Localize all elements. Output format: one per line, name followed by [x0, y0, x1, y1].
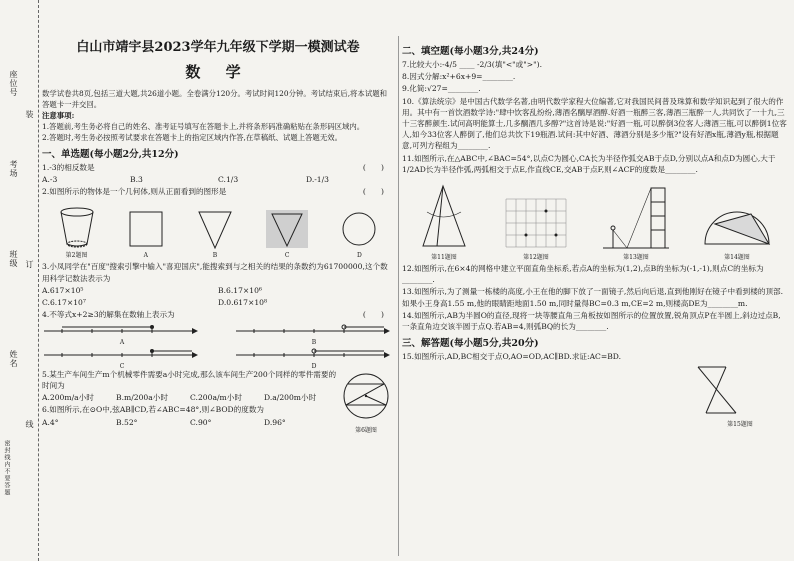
question-11: 11.如图所示,在△ABC中,∠BAC=54°,以点C为圆心,CA长为半径作弧交AB于点D,分别以点A和点D为圆心,大于1/2AD长为半径作弧,两弧相交于点E,作直线CE,交AB于点F,则∠ACF的度数是________.: [402, 153, 776, 174]
q12-figure-caption: 第12题图: [523, 254, 549, 262]
q3-option-a: A.617×10⁵: [42, 285, 84, 295]
room-label: 考场: [9, 160, 18, 178]
q1-option-a: A.-3: [42, 175, 58, 185]
q4-number-lines-row1: [42, 321, 394, 345]
q6-options: [42, 417, 338, 429]
q5-option-b: B.m/200a小时: [116, 393, 168, 403]
binding-strip: [0, 0, 39, 561]
binding-warning: 密封线内不要答题: [3, 440, 10, 496]
section-1-heading: 一、单选题(每小题2分,共12分): [42, 149, 179, 160]
q4-option-c-line: C: [42, 345, 202, 369]
q5-q6-text: [42, 369, 338, 434]
question-2: 2.如图所示的物体是一个几何体,则从正面看到的图形是 ( ): [42, 187, 384, 197]
question-8: 8.因式分解:x²+6x+9=________.: [402, 72, 516, 82]
notice-heading: 注意事项:: [42, 111, 75, 120]
q6-option-c: C.90°: [190, 417, 212, 427]
question-15: 15.如图所示,AD,BC相交于点O,AO=OD,AC∥BD.求证:AC=BD.: [402, 352, 622, 362]
q11-figure: [417, 182, 471, 261]
seat-label: 座位号: [9, 70, 18, 97]
question-3: 3.小凤同学在"百度"搜索引擎中输入"喜迎国庆",能搜索到与之相关的结果的条数约为61700000,这个数用科学记数法表示为: [42, 262, 388, 283]
q3-options-row1: [42, 285, 394, 297]
q6-option-a: A.4°: [42, 417, 59, 427]
q1-option-b: B.3: [130, 175, 143, 185]
q4-number-lines-row2: [42, 345, 394, 369]
q3-option-c: C.6.17×10⁷: [42, 297, 86, 307]
q6-figure-caption: 第6题图: [355, 427, 377, 435]
q4-option-d-line: D: [234, 345, 394, 369]
exam-intro: 数学试卷共8页,包括三道大题,共26道小题。全卷满分120分。考试时间120分钟。考试结束后,将本试题和答题卡一并交回。: [42, 89, 387, 109]
question-10: 10.《算法统宗》是中国古代数学名著,由明代数学家程大位编著,它对我国民间普及珠算和数学知识起到了很大的作用。其中有一首饮酒数学诗:"肆中饮客乱纷纷,薄酒名醨厚酒醇.好酒一瓶醉三客,薄酒三瓶醉一人,共同饮了一十九,三十三客醉颜生.试问高明能算士,几多醨酒几多醇?"这首诗是说:"好酒一瓶,可以醉倒3位客人;薄酒三瓶,可以醉倒1位客人,如今33位客人醉倒了,他们总共饮下19瓶酒.试问:其中好酒、薄酒分别是多少瓶?"设有好酒x瓶,薄酒y瓶,根据题意,可列方程组为________.: [402, 96, 787, 151]
q5-option-a: A.200m/a小时: [42, 393, 94, 403]
q5-q6-block: [42, 369, 394, 434]
exam-subject: 数 学: [185, 63, 251, 81]
q3-option-b: B.6.17×10⁶: [218, 285, 262, 295]
column-divider: [398, 36, 399, 556]
binding-note-2: 订: [25, 260, 34, 269]
section-3-heading: 三、解答题(每小题5分,共20分): [402, 338, 539, 350]
q1-options: [42, 174, 394, 186]
q13-figure-caption: 第13题图: [623, 254, 649, 262]
q4-option-b-line: B: [234, 321, 394, 345]
q3-option-d: D.0.617×10⁸: [218, 297, 268, 307]
question-14: 14.如图所示,AB为半圆O的直径,现将一块等腰直角三角板按如图所示的位置放置,锐角顶点P在半圆上,斜边过点B,一条直角边交该半圆于点Q.若AB=4,则弧BQ的长为________.: [402, 310, 781, 332]
binding-note-3: 线: [25, 420, 34, 429]
question-5: 5.某生产车间生产m个机械零件需要a小时完成,那么该车间生产200个同样的零件需要的时间为: [42, 370, 337, 391]
q4-option-a-line: A: [42, 321, 202, 345]
q11-q14-figures: [402, 177, 788, 261]
q13-figure: [601, 182, 671, 261]
question-12: 12.如图所示,在6×4的网格中建立平面直角坐标系,若点A的坐标为(1,2),点B的坐标为(-1,-1),则点C的坐标为________.: [402, 264, 764, 285]
q3-options-row2: [42, 297, 394, 309]
q1-option-c: C.1/3: [218, 175, 239, 185]
notice-item-1: 1.答题前,考生务必将自己的姓名、准考证号填写在答题卡上,并将条形码准确粘贴在条形码区域内。: [42, 122, 365, 131]
q6-option-b: B.52°: [116, 417, 138, 427]
right-column: [402, 40, 788, 428]
q11-figure-caption: 第11题图: [431, 254, 457, 262]
question-4: 4.不等式x+2≥3的解集在数轴上表示为 ( ): [42, 309, 384, 319]
question-6: 6.如图所示,在⊙O中,弦AB∥CD,若∠ABC=48°,则∠BOD的度数为: [42, 405, 265, 415]
left-column: [42, 30, 394, 434]
q2-option-a-shape: A: [126, 208, 166, 259]
exam-title: 白山市靖宇县2023学年九年级下学期一模测试卷: [76, 40, 360, 55]
q15-figure-caption: 第15题图: [727, 421, 753, 429]
q2-option-d-shape: D: [339, 208, 379, 259]
q2-option-b-shape: B: [195, 208, 235, 259]
q2-figure-caption: 第2题图: [65, 252, 88, 260]
name-label: 姓名: [9, 350, 18, 368]
q5-options: [42, 392, 338, 404]
section-2-heading: 二、填空题(每小题3分,共24分): [402, 46, 539, 57]
q6-figure: [338, 369, 394, 434]
q14-figure: [701, 192, 773, 261]
q5-option-c: C.200a/m小时: [190, 393, 242, 403]
q2-figures: [42, 199, 394, 259]
q12-figure: [501, 194, 571, 261]
class-label: 班级: [9, 250, 18, 268]
q15-figure: [692, 363, 788, 428]
q2-option-c-shape: C: [264, 208, 310, 259]
notice-item-2: 2.答题时,考生务必按照考试要求在答题卡上的指定区域内作答,在草稿纸、试题上答题无效。: [42, 133, 342, 142]
q2-solid-figure: [57, 206, 97, 259]
question-1: 1.-3的相反数是 ( ): [42, 163, 384, 172]
question-13: 13.如图所示,为了测量一栋楼的高度,小王在他的脚下放了一面镜子,然后向后退,直到他刚好在镜子中看到楼的顶部.如果小王身高1.55 m,他的眼睛距地面1.50 m,同时量得BC=0.3 m,CE=2 m,则楼高DE为________m.: [402, 287, 784, 308]
binding-note-1: 装: [25, 110, 34, 119]
q5-option-d: D.a/200m小时: [264, 393, 317, 403]
question-7: 7.比较大小:-4/5 ____ -2/3(填"<"或">").: [402, 60, 542, 69]
q6-option-d: D.96°: [264, 417, 286, 427]
q1-option-d: D.-1/3: [306, 175, 330, 185]
q14-figure-caption: 第14题图: [724, 254, 750, 262]
question-9: 9.化简:√27=________.: [402, 84, 481, 94]
